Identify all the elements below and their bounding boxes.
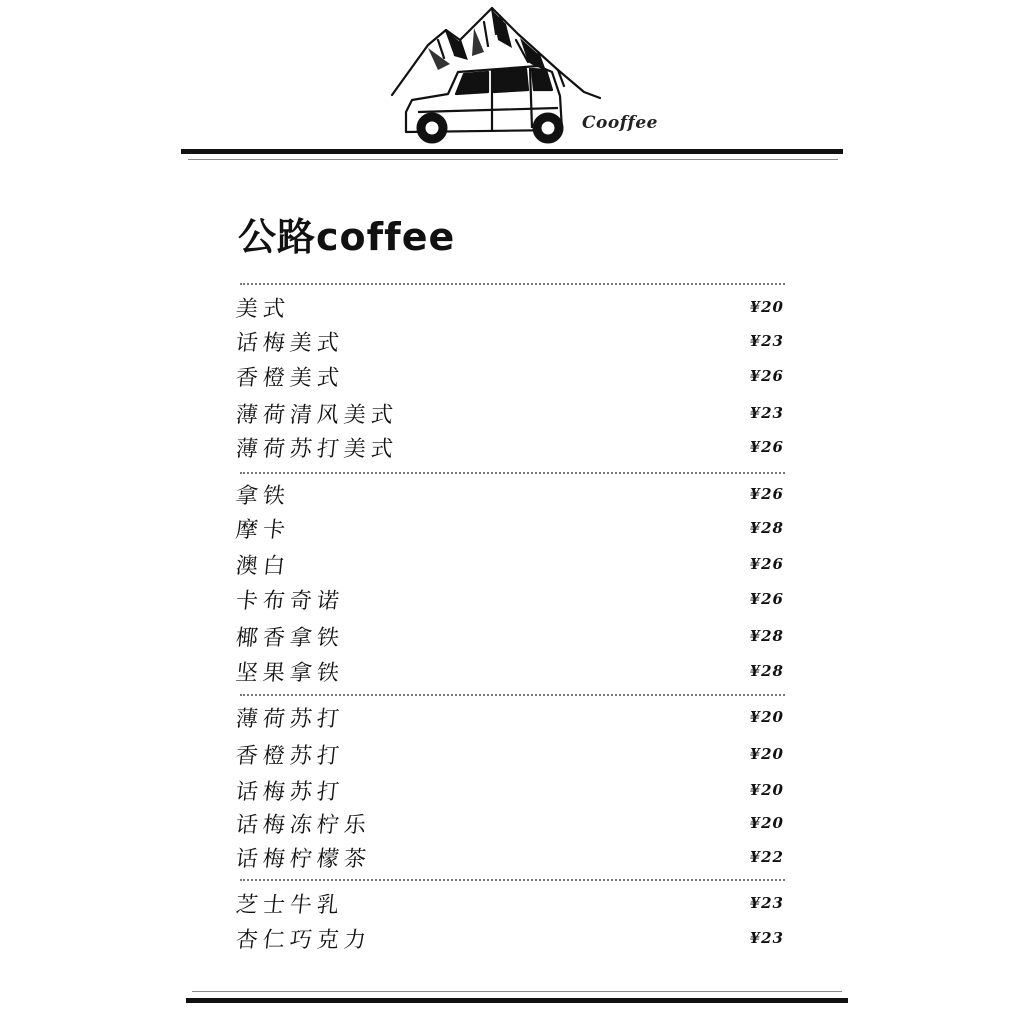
item-price: ¥28: [749, 519, 784, 537]
item-name: 芝士牛乳: [234, 892, 346, 918]
menu-item: [236, 806, 786, 840]
menu-item: [236, 737, 786, 771]
item-name: 薄荷苏打: [234, 706, 346, 732]
menu-item: [236, 619, 786, 653]
menu-title: 公路coffee: [238, 215, 456, 259]
separator: [240, 879, 785, 881]
menu-item: [236, 477, 786, 511]
item-price: ¥26: [749, 590, 784, 608]
item-price: ¥26: [749, 485, 784, 503]
menu-item: [236, 430, 786, 464]
item-name: 话梅冻柠乐: [234, 812, 373, 838]
item-name: 卡布奇诺: [234, 588, 346, 614]
item-price: ¥26: [749, 438, 784, 456]
logo-cooffee-text: Cooffee: [582, 113, 658, 133]
separator: [240, 472, 785, 474]
menu-item: [236, 511, 786, 545]
menu-item: [236, 654, 786, 688]
item-price: ¥26: [749, 555, 784, 573]
item-price: ¥20: [749, 298, 784, 316]
item-price: ¥20: [749, 708, 784, 726]
bottom-rule-thick: [186, 998, 848, 1003]
item-name: 椰香拿铁: [234, 625, 346, 651]
top-rule-thin: [188, 159, 838, 160]
menu-item: [236, 700, 786, 734]
bottom-rule-thin: [192, 991, 842, 992]
item-name: 话梅美式: [234, 330, 346, 356]
menu-item: [236, 840, 786, 874]
item-price: ¥20: [749, 781, 784, 799]
item-price: ¥22: [749, 848, 784, 866]
top-rule-thick: [181, 149, 843, 154]
item-price: ¥23: [749, 894, 784, 912]
item-price: ¥26: [749, 367, 784, 385]
item-price: ¥28: [749, 662, 784, 680]
item-name: 香橙美式: [234, 365, 346, 391]
separator: [240, 283, 785, 285]
item-name: 澳白: [234, 553, 292, 579]
item-name: 话梅柠檬茶: [234, 846, 373, 872]
menu-item: [236, 921, 786, 955]
menu-item: [236, 773, 786, 807]
item-name: 坚果拿铁: [234, 660, 346, 686]
separator: [240, 694, 785, 696]
item-name: 香橙苏打: [234, 743, 346, 769]
item-name: 薄荷清风美式: [234, 402, 400, 428]
item-price: ¥20: [749, 814, 784, 832]
item-name: 话梅苏打: [234, 779, 346, 805]
menu-item: [236, 396, 786, 430]
item-price: ¥23: [749, 929, 784, 947]
menu-item: [236, 290, 786, 324]
menu-item: [236, 324, 786, 358]
item-name: 薄荷苏打美式: [234, 436, 400, 462]
item-price: ¥28: [749, 627, 784, 645]
item-price: ¥23: [749, 332, 784, 350]
menu-item: [236, 359, 786, 393]
menu-item: [236, 582, 786, 616]
menu-item: [236, 886, 786, 920]
item-name: 美式: [234, 296, 292, 322]
item-name: 拿铁: [234, 483, 292, 509]
menu-item: [236, 547, 786, 581]
item-name: 杏仁巧克力: [234, 927, 373, 953]
item-name: 摩卡: [234, 517, 292, 543]
item-price: ¥20: [749, 745, 784, 763]
item-price: ¥23: [749, 404, 784, 422]
